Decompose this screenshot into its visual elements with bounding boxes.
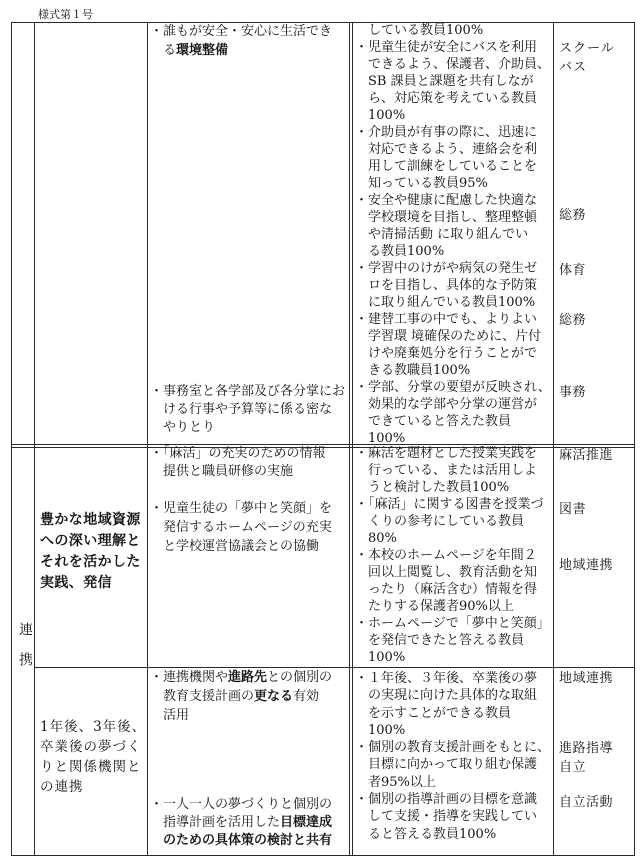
criterion-item xyxy=(355,124,551,192)
action-line: 提供と職員研修の実施 xyxy=(163,464,294,479)
goal-community xyxy=(40,510,141,594)
criterion-line: 知っている教員95% xyxy=(368,176,488,191)
criterion-line: 用して訓練をしていることを xyxy=(368,159,538,174)
criterion-line: ると答える教員100% xyxy=(368,826,497,842)
action-support-plan xyxy=(150,668,332,725)
action-line: ・「麻活」の充実のための情報 xyxy=(150,446,326,461)
criterion-line: ・「麻活」に関する図書を授業づ xyxy=(355,497,544,512)
goal-line: りと関係機関と xyxy=(40,759,142,775)
criterion-line: ・安全や健康に配慮した快適な xyxy=(355,193,538,208)
criterion-line: ・学習中のけがや病気の発生ゼ xyxy=(355,261,538,276)
action-text: 有効 xyxy=(293,689,320,704)
criterion-line: けや廃棄処分を行うことがで xyxy=(368,346,538,361)
form-number-label: 様式第１号 xyxy=(38,8,93,21)
action-line: 発信するホームページの充実 xyxy=(163,520,332,535)
criterion-line: できるよう、保護者、介助員、 xyxy=(368,57,551,72)
criterion-line: 学習環 境確保のために、片付 xyxy=(368,329,542,344)
criterion-line: 学校環境を目指し、整理整頓 xyxy=(368,210,538,225)
criterion-item xyxy=(355,547,550,615)
criterion-item xyxy=(355,379,551,447)
criterion-line: 効果的な学部や分掌の運営が xyxy=(368,397,538,412)
column-divider-category xyxy=(34,22,35,856)
criterion-line: る教員100% xyxy=(368,244,445,259)
criterion-item xyxy=(355,260,551,311)
criterion-line: に取り組んでいる教員100% xyxy=(368,295,536,310)
criterion-item xyxy=(355,39,551,124)
criterion-line: ・児童生徒が安全にバスを利用 xyxy=(355,40,538,55)
criterion-line: ・ホームページで「夢中と笑顔」 xyxy=(355,616,550,631)
action-text: 教育支援計画の xyxy=(163,689,255,704)
criterion-line: ・本校のホームページを年間２ xyxy=(355,548,537,563)
action-line: ・誰もが安全・安心に生活でき xyxy=(150,24,333,39)
action-goal-achievement xyxy=(150,796,332,850)
criterion-line: ・１年後、３年後、卒業後の夢 xyxy=(355,671,538,686)
criterion-line: している教員100% xyxy=(368,23,484,38)
department-office: 事務 xyxy=(559,385,587,400)
criterion-line: ロを目指し、具体的な予防策 xyxy=(368,278,538,293)
criterion-item xyxy=(355,791,550,843)
table-right-border xyxy=(634,22,635,856)
department-community-liaison: 地域連携 xyxy=(559,558,614,573)
criterion-line: 80% xyxy=(368,531,397,546)
goal-line: の連携 xyxy=(40,779,84,795)
action-line: と学校運営協議会との協働 xyxy=(163,539,320,554)
action-text: 指導計画を活用した xyxy=(163,815,281,830)
criteria-list-dreams xyxy=(355,670,550,843)
criterion-line: できていると答えた教員 xyxy=(368,414,512,429)
criterion-line: の実現に向けた具体的な取組 xyxy=(368,688,538,704)
criterion-line: 者95%以上 xyxy=(368,774,436,790)
action-line: やりとり xyxy=(163,420,216,435)
action-line: ・児童生徒の「夢中と笑顔」を xyxy=(150,501,333,516)
criterion-line: うと検討した教員100% xyxy=(368,480,510,495)
goal-line: それを活かした xyxy=(40,554,141,570)
criterion-line: ・麻活を題材とした授業実践を xyxy=(355,446,538,461)
category-label: 連携 xyxy=(17,622,33,682)
action-office-coordination xyxy=(150,383,345,437)
action-line xyxy=(150,668,332,687)
criterion-line: や清掃活動 に取り組んでい xyxy=(368,227,529,242)
criterion-line: 行っている、または活用しよ xyxy=(368,463,538,478)
goal-line: への深い理解と xyxy=(40,533,141,549)
department-community-liaison: 地域連携 xyxy=(559,671,614,686)
row-divider xyxy=(34,667,635,668)
criterion-item xyxy=(355,311,551,379)
criterion-item xyxy=(355,739,550,791)
department-school-bus: スクールバス xyxy=(559,41,615,75)
table-left-border xyxy=(11,22,12,856)
criterion-line: 対応できるよう、連絡会を利 xyxy=(368,142,538,157)
department-independence-activities: 自立活動 xyxy=(559,795,614,810)
action-text: る xyxy=(163,43,177,58)
action-line: 活用 xyxy=(163,708,190,723)
action-text: との個別の xyxy=(267,670,333,685)
department-career-guidance: 進路指導 xyxy=(559,741,614,756)
action-line xyxy=(150,832,332,850)
action-line xyxy=(150,814,332,832)
criterion-line: 回以上閲覧し、教育活動を知 xyxy=(368,565,538,580)
department-asakatsu-promotion: 麻活推進 xyxy=(559,448,614,463)
department-general-affairs: 総務 xyxy=(559,208,587,223)
action-homepage xyxy=(150,499,332,556)
criteria-list-community xyxy=(355,445,550,666)
action-emphasis: 進路先 xyxy=(228,670,268,685)
action-asakatsu xyxy=(150,445,326,481)
column-divider-criteria xyxy=(553,22,554,856)
criterion-line: を示すことができる教員 xyxy=(368,705,512,721)
column-divider-action-a xyxy=(349,22,350,856)
table-bottom-border xyxy=(11,855,635,856)
criterion-line: 100% xyxy=(368,431,406,446)
action-line xyxy=(150,41,332,60)
criterion-line: 100% xyxy=(368,108,406,123)
criterion-line: を発信できたと答える教員 xyxy=(368,633,525,648)
department-library: 図書 xyxy=(559,502,587,517)
action-line: ・事務室と各学部及び各分掌にお xyxy=(150,384,346,399)
criterion-line: ・建替工事の中でも、よりよい xyxy=(355,312,538,327)
action-line: ける行事や予算等に係る密な xyxy=(163,402,333,417)
criterion-item xyxy=(355,445,550,496)
criterion-item xyxy=(355,192,551,260)
criterion-line: 100% xyxy=(368,722,406,738)
action-line xyxy=(150,687,332,706)
department-independence: 自立 xyxy=(559,760,587,775)
criteria-list-environment xyxy=(355,22,551,447)
criterion-line: くりの参考にしている教員 xyxy=(368,514,525,529)
action-line: ・一人一人の夢づくりと個別の xyxy=(150,797,333,812)
criterion-line: ったり（麻活含む）情報を得 xyxy=(368,582,538,597)
column-divider-goal xyxy=(147,22,148,856)
action-emphasis: 環境整備 xyxy=(176,43,229,58)
criterion-line: 100% xyxy=(368,650,406,665)
criterion-line: ・介助員が有事の際に、迅速に xyxy=(355,125,538,140)
action-emphasis: 目標達成 xyxy=(280,815,333,830)
criterion-item xyxy=(355,670,550,739)
goal-dreams xyxy=(40,717,146,797)
criterion-line: ・学部、分掌の要望が反映され、 xyxy=(355,380,551,395)
criterion-item xyxy=(355,496,550,547)
criterion-line: ・個別の教育支援計画をもとに、 xyxy=(355,740,551,756)
criterion-line: ・個別の指導計画の目標を意識 xyxy=(355,792,538,808)
criterion-line: たりする保護者90%以上 xyxy=(368,599,514,614)
goal-line: 1年後、3年後、 xyxy=(40,719,147,735)
criterion-line: 目標に向かって取り組む保護 xyxy=(368,757,538,773)
criterion-item xyxy=(355,22,551,39)
column-divider-action-b xyxy=(352,22,353,856)
criterion-line: して支援・指導を実践してい xyxy=(368,809,538,825)
action-emphasis: 更なる xyxy=(254,689,294,704)
department-physical-education: 体育 xyxy=(559,263,587,278)
criterion-line: SB 課員と課題を共有しなが xyxy=(368,74,534,89)
department-general-affairs: 総務 xyxy=(559,313,587,328)
criterion-item xyxy=(355,615,550,666)
goal-line: 卒業後の夢づく xyxy=(40,739,142,755)
criterion-line: ら、対応策を考えている教員 xyxy=(368,91,538,106)
action-safety-environment xyxy=(150,22,332,60)
criterion-line: きる教職員100% xyxy=(368,363,471,378)
goal-line: 実践、発信 xyxy=(40,575,112,591)
action-text: ・連携機関や xyxy=(150,670,229,685)
action-emphasis: のための具体策の検討と共有 xyxy=(163,833,333,848)
goal-line: 豊かな地域資源 xyxy=(40,512,141,528)
